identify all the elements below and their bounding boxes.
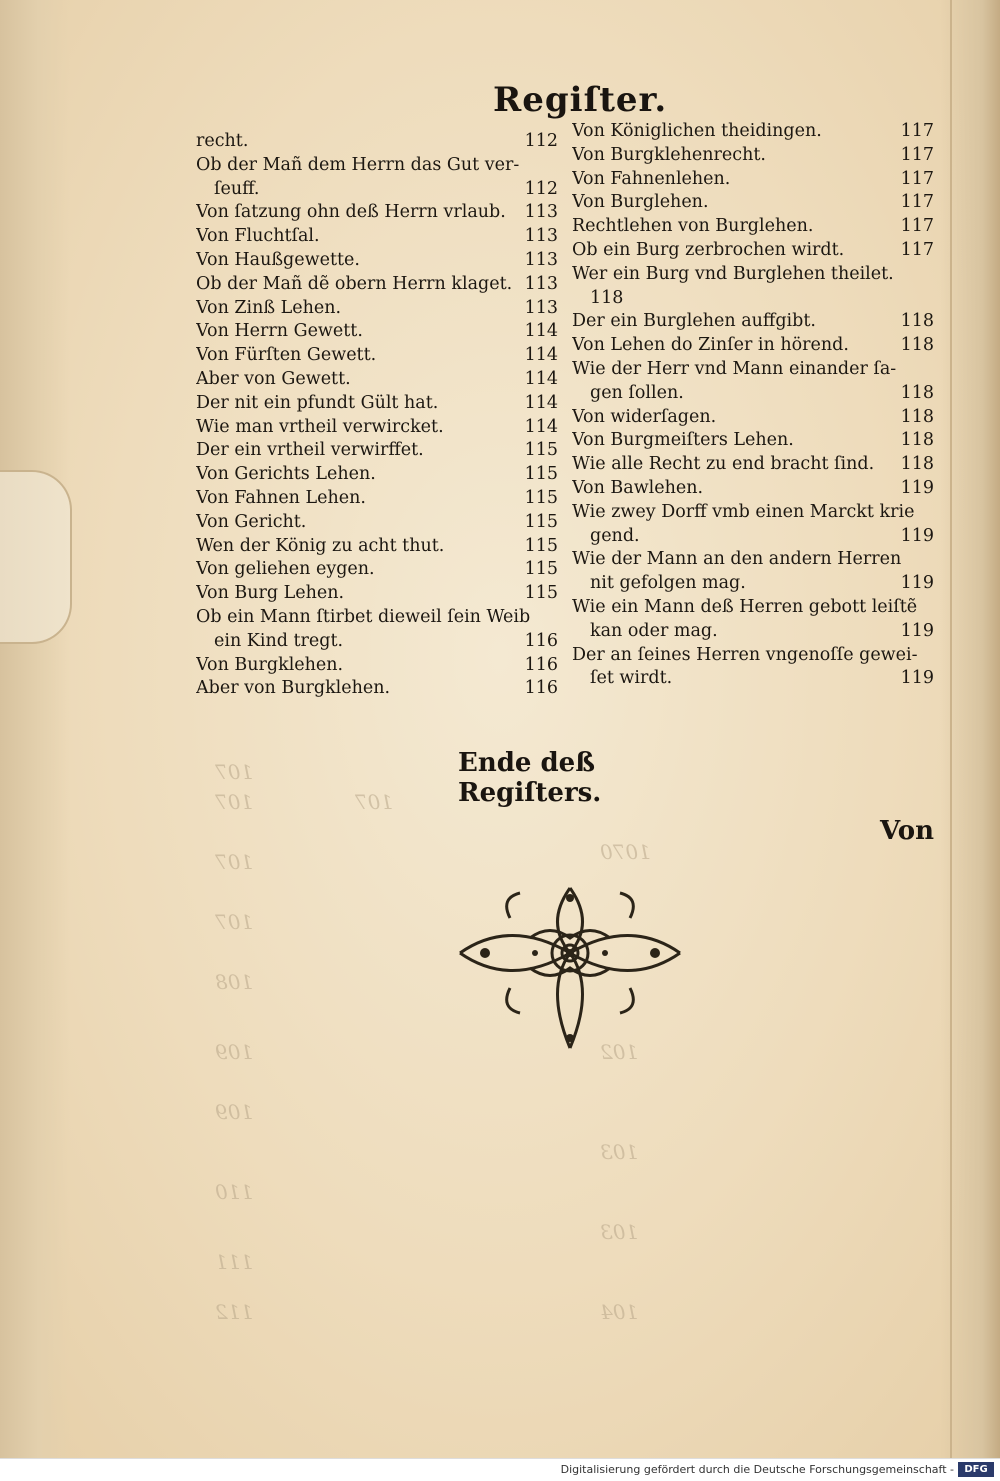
register-entry [196, 320, 558, 344]
entry-page-number: 117 [900, 144, 934, 165]
end-of-register: Ende deß Regiſters. [458, 748, 602, 808]
entry-title: Der ein Burglehen auffgibt. [572, 311, 816, 332]
entry-page-number: 116 [524, 654, 558, 675]
entry-page-number: 118 [900, 311, 934, 332]
register-entry [196, 558, 558, 582]
entry-page-number: 116 [524, 678, 558, 699]
register-entry [196, 225, 558, 249]
bleed-through: 104 [600, 1300, 639, 1324]
entry-page-number: 115 [524, 511, 558, 532]
register-entry [572, 239, 934, 263]
register-entry [572, 120, 934, 144]
entry-title: Der ein vrtheil verwirffet. [196, 440, 424, 461]
register-entry [572, 358, 934, 382]
entry-page-number: 115 [524, 583, 558, 604]
register-entry [196, 535, 558, 559]
entry-title: Von Gerichts Lehen. [196, 464, 376, 485]
entry-page-number: 116 [524, 630, 558, 651]
entry-page-number: 118 [900, 382, 934, 403]
bleed-through: 109 [215, 1100, 254, 1124]
register-entry [196, 130, 558, 154]
entry-title: Von Königlichen theidingen. [572, 121, 822, 141]
entry-title: Aber von Burgklehen. [196, 678, 391, 699]
entry-page-number: 112 [524, 178, 558, 199]
register-entry [572, 644, 934, 668]
register-entry [196, 677, 558, 701]
register-entry [196, 154, 558, 178]
entry-title: Wen der König zu acht thut. [196, 535, 445, 556]
entry-page-number: 113 [524, 226, 558, 247]
register-entry [572, 263, 934, 287]
entry-title: Von Burgmeiſters Lehen. [572, 430, 794, 451]
entry-page-number [552, 606, 558, 630]
dfg-logo: DFG [958, 1462, 994, 1477]
entry-page-number: 118 [900, 430, 934, 451]
entry-title: gend. [590, 525, 640, 546]
entry-title: Wer ein Burg vnd Burglehen theilet. [572, 263, 894, 284]
register-entry [196, 606, 558, 630]
register-entry [572, 572, 934, 596]
entry-title: Ob der Mañ dem Herrn das Gut ver- [196, 154, 520, 175]
entry-page-number: 113 [524, 202, 558, 223]
entry-title: Wie alle Recht zu end bracht ſind. [572, 454, 875, 475]
entry-page-number: 113 [524, 273, 558, 294]
page-clip [0, 470, 72, 644]
entry-page-number: 119 [900, 525, 934, 546]
register-entry [572, 596, 934, 620]
entry-page-number: 119 [900, 477, 934, 498]
register-entry [196, 344, 558, 368]
entry-title: Von Bawlehen. [572, 477, 704, 498]
bleed-through: 112 [215, 1300, 254, 1324]
entry-page-number: 117 [900, 121, 934, 141]
register-entry [572, 667, 934, 691]
register-entry [572, 144, 934, 168]
entry-title: Wie zwey Dorff vmb einen Marckt krie [572, 501, 915, 522]
entry-page-number: 114 [524, 321, 558, 342]
entry-title: Wie ein Mann deß Herren gebott leiſtẽ [572, 596, 918, 617]
entry-title: 118 [590, 287, 624, 308]
register-entry [196, 297, 558, 321]
register-entry [572, 501, 934, 525]
footer-credit: Digitalisierung gefördert durch die Deutsche Forschungsgemeinschaft - [560, 1463, 954, 1476]
entry-title: Von Gericht. [196, 511, 307, 532]
entry-title: Ob ein Mann ſtirbet dieweil ſein Weib [196, 606, 531, 627]
entry-page-number: 115 [524, 487, 558, 508]
entry-title: Wie der Herr vnd Mann einander ſa- [572, 358, 897, 379]
register-entry [196, 630, 558, 654]
entry-title: Von ſatzung ohn deß Herrn vrlaub. [196, 202, 506, 223]
entry-page-number [928, 548, 934, 572]
bleed-through: 107 [215, 910, 254, 934]
register-entry [572, 453, 934, 477]
ornament-icon [450, 878, 690, 1058]
entry-page-number: 113 [524, 297, 558, 318]
bleed-through: 107 107 [215, 790, 394, 814]
entry-title: Von Herrn Gewett. [196, 321, 363, 342]
entry-page-number: 115 [524, 559, 558, 580]
register-entry [196, 511, 558, 535]
entry-page-number [928, 358, 934, 382]
entry-page-number: 114 [524, 368, 558, 389]
entry-title: ein Kind tregt. [214, 630, 344, 651]
register-entry [572, 406, 934, 430]
register-entry [196, 178, 558, 202]
entry-page-number: 118 [900, 454, 934, 475]
register-entry [572, 168, 934, 192]
bleed-through: 107 [215, 760, 254, 784]
register-entry [196, 392, 558, 416]
entry-title: kan oder mag. [590, 620, 718, 641]
entry-title: Von Burgklehenrecht. [572, 144, 766, 165]
register-entry [196, 368, 558, 392]
entry-title: Aber von Gewett. [196, 368, 351, 389]
entry-title: nit gefolgen mag. [590, 573, 746, 594]
register-entry [196, 201, 558, 225]
entry-title: Rechtlehen von Burglehen. [572, 216, 814, 237]
bleed-through: 103 [600, 1140, 639, 1164]
entry-page-number: 117 [900, 192, 934, 213]
entry-title: Ob der Mañ dẽ obern Herrn klaget. [196, 273, 513, 294]
register-entry [196, 273, 558, 297]
register-column-right [572, 120, 934, 691]
catchword: Von [880, 816, 935, 846]
entry-page-number: 115 [524, 535, 558, 556]
register-entry [196, 582, 558, 606]
entry-title: Der an ſeines Herren vngenoſſe gewei- [572, 644, 918, 665]
entry-title: Von Haußgewette. [196, 249, 360, 270]
entry-page-number [928, 644, 934, 668]
register-entry [572, 525, 934, 549]
entry-title: Von Fluchtſal. [196, 226, 320, 247]
register-entry [196, 463, 558, 487]
entry-title: Von Fürſten Gewett. [196, 345, 377, 366]
footer-bar [0, 1458, 1000, 1481]
register-entry [572, 334, 934, 358]
entry-page-number: 118 [900, 335, 934, 356]
register-entry [572, 191, 934, 215]
register-entry [196, 654, 558, 678]
register-column-left [196, 130, 558, 701]
page-title: Regiſter. [493, 80, 668, 120]
entry-page-number [928, 596, 934, 620]
entry-title: gen ſollen. [590, 382, 684, 403]
register-entry [572, 620, 934, 644]
bleed-through: 111 [215, 1250, 254, 1274]
entry-title: Von widerſagen. [572, 406, 717, 427]
bleed-through: 103 [600, 1220, 639, 1244]
entry-page-number: 114 [524, 392, 558, 413]
entry-page-number: 117 [900, 168, 934, 189]
register-entry [196, 416, 558, 440]
entry-page-number [928, 501, 934, 525]
register-entry [572, 382, 934, 406]
page-edge-line [950, 0, 952, 1458]
register-entry [572, 477, 934, 501]
bleed-through: 108 [215, 970, 254, 994]
bleed-through: 102 [600, 1040, 639, 1064]
entry-page-number: 114 [524, 416, 558, 437]
register-entry [572, 310, 934, 334]
entry-page-number: 115 [524, 464, 558, 485]
entry-page-number: 117 [900, 239, 934, 260]
entry-title: Der nit ein pfundt Gült hat. [196, 392, 439, 413]
entry-title: Von Burgklehen. [196, 654, 344, 675]
entry-title: ſet wirdt. [590, 668, 673, 689]
bleed-through: 1070 [600, 840, 651, 864]
entry-title: Von Burglehen. [572, 192, 709, 213]
entry-page-number: 119 [900, 573, 934, 594]
entry-page-number: 117 [900, 216, 934, 237]
entry-title: Wie der Mann an den andern Herren [572, 549, 902, 570]
entry-title: recht. [196, 131, 249, 151]
register-entry [572, 215, 934, 239]
register-entry [572, 429, 934, 453]
entry-page-number: 119 [900, 668, 934, 689]
bleed-through: 109 [215, 1040, 254, 1064]
bleed-through: 110 [215, 1180, 254, 1204]
entry-page-number [552, 154, 558, 178]
page-edge [940, 0, 1000, 1458]
register-entry [572, 548, 934, 572]
entry-title: ſeuff. [214, 178, 260, 199]
bleed-through: 107 [215, 850, 254, 874]
register-entry [196, 249, 558, 273]
entry-title: Ob ein Burg zerbrochen wirdt. [572, 239, 845, 260]
entry-page-number [928, 263, 934, 287]
register-entry [196, 439, 558, 463]
entry-page-number: 115 [524, 440, 558, 461]
entry-page-number: 113 [524, 249, 558, 270]
entry-title: Von geliehen eygen. [196, 559, 375, 580]
register-entry [196, 487, 558, 511]
entry-page-number: 119 [900, 620, 934, 641]
entry-page-number: 118 [900, 406, 934, 427]
entry-page-number [928, 287, 934, 311]
entry-title: Von Zinß Lehen. [196, 297, 342, 318]
binding-shadow [0, 0, 70, 1458]
entry-title: Von Burg Lehen. [196, 583, 345, 604]
entry-title: Von Fahnenlehen. [572, 168, 731, 189]
register-entry [572, 287, 934, 311]
entry-page-number: 114 [524, 345, 558, 366]
entry-title: Wie man vrtheil verwircket. [196, 416, 444, 437]
entry-title: Von Fahnen Lehen. [196, 487, 366, 508]
entry-title: Von Lehen do Zinſer in hörend. [572, 335, 849, 356]
entry-page-number: 112 [524, 131, 558, 151]
